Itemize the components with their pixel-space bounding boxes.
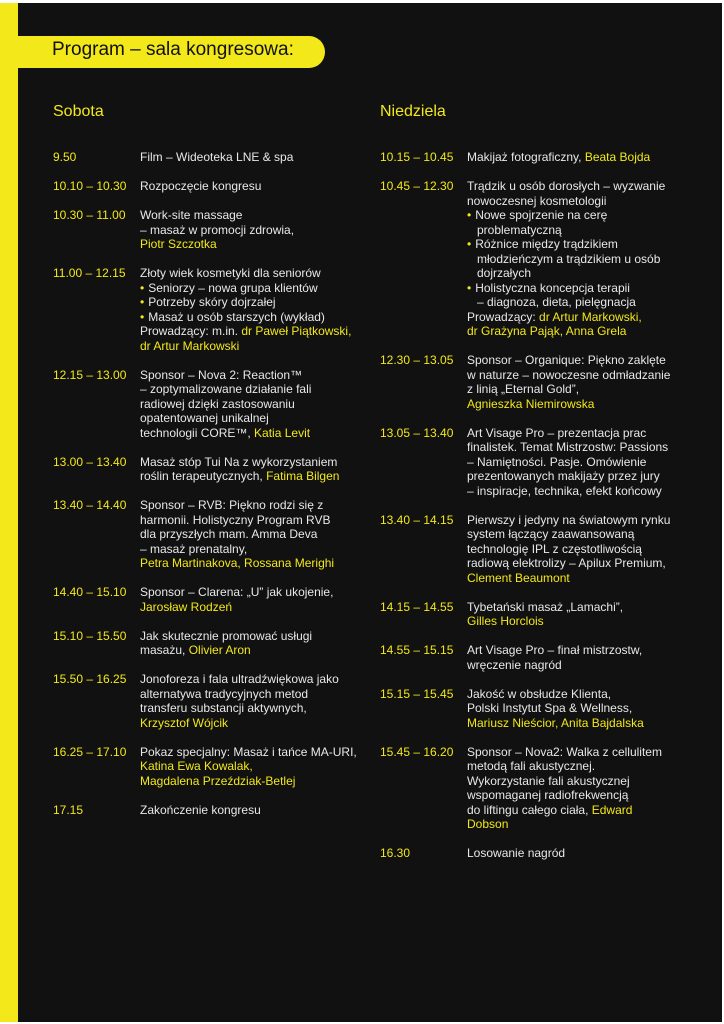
sunday-schedule <box>380 150 690 875</box>
entry-line: Trądzik u osób dorosłych – wyzwanie <box>467 179 666 193</box>
entry-time: 13.40 – 14.40 <box>53 498 127 512</box>
schedule-entry <box>380 353 690 411</box>
entry-time: 17.15 <box>53 802 84 817</box>
entry-line: masażu, Olivier Aron <box>140 643 251 657</box>
page-top-edge <box>0 0 724 3</box>
entry-description <box>467 846 690 861</box>
entry-line: harmonii. Holistyczny Program RVB <box>140 512 331 527</box>
entry-line: Sponsor – Nova2: Walka z cellulitem <box>467 744 662 759</box>
entry-line: Losowanie nagród <box>467 846 566 860</box>
entry-time: 16.30 <box>380 846 411 860</box>
entry-time: 12.15 – 13.00 <box>53 367 127 382</box>
entry-time: 13.05 – 13.40 <box>380 425 454 440</box>
entry-description <box>140 585 353 614</box>
entry-line: do liftingu całego ciała, Edward <box>467 802 633 817</box>
entry-line: dla przyszłych mam. Amma Deva <box>140 527 318 541</box>
entry-line: system łączący zaawansowaną <box>467 527 635 541</box>
schedule-entry <box>53 585 353 614</box>
entry-time: 14.40 – 15.10 <box>53 585 127 599</box>
entry-time: 14.15 – 14.55 <box>380 599 454 614</box>
schedule-entry <box>380 600 690 629</box>
entry-line: Jak skutecznie promować usługi <box>140 628 313 643</box>
entry-time: 15.45 – 16.20 <box>380 744 454 759</box>
entry-line: wręczenie nagród <box>467 657 562 672</box>
entry-description <box>140 455 353 484</box>
entry-line: Film – Wideoteka LNE & spa <box>140 150 294 164</box>
entry-line: z linią „Eternal Gold”, <box>467 382 580 396</box>
entry-line: – masaż prenatalny, <box>140 541 248 556</box>
entry-line: Jakość w obsłudze Klienta, <box>467 686 612 701</box>
entry-description <box>140 150 353 165</box>
entry-description <box>467 150 690 165</box>
entry-line: transferu substancji aktywnych, <box>140 701 307 715</box>
entry-time: 10.10 – 10.30 <box>53 179 127 193</box>
entry-line: – inspiracje, technika, efekt końcowy <box>467 483 662 498</box>
entry-time: 10.45 – 12.30 <box>380 179 454 193</box>
entry-line: Sponsor – Nova 2: Reaction™ <box>140 367 303 382</box>
speaker-name: Beata Bojda <box>584 150 651 164</box>
entry-line: Złoty wiek kosmetyki dla seniorów <box>140 266 321 280</box>
entry-description <box>140 208 353 252</box>
entry-time: 13.00 – 13.40 <box>53 454 127 469</box>
entry-line: finalistek. Temat Mistrzostw: Passions <box>467 440 669 454</box>
entry-time: 11.00 – 12.15 <box>53 266 126 280</box>
entry-time: 16.25 – 17.10 <box>53 744 127 759</box>
schedule-entry <box>53 498 353 571</box>
entry-line: technologię IPL z częstotliwością <box>467 541 642 556</box>
entry-time: 10.15 – 10.45 <box>380 150 454 164</box>
entry-description <box>140 179 353 194</box>
schedule-entry <box>53 629 353 658</box>
entry-line: • Holistyczna koncepcja terapii <box>467 281 690 296</box>
schedule-entry <box>53 744 357 789</box>
entry-line: nowoczesnej kosmetologii <box>467 193 607 208</box>
entry-description <box>467 600 690 629</box>
entry-description <box>467 353 690 411</box>
entry-time: 15.50 – 16.25 <box>53 672 127 686</box>
schedule-entry <box>53 455 353 484</box>
entry-description <box>140 368 353 441</box>
schedule-entry <box>380 150 690 165</box>
entry-line: Polski Instytut Spa & Wellness, <box>467 701 633 715</box>
speaker-name: Katia Levit <box>254 425 311 440</box>
entry-line: Prowadzący: m.in. dr Paweł Piątkowski, <box>140 324 352 338</box>
entry-time: 12.30 – 13.05 <box>380 353 454 367</box>
entry-line: Zakończenie kongresu <box>140 802 261 817</box>
schedule-entry <box>53 672 353 730</box>
entry-time: 13.40 – 14.15 <box>380 512 454 527</box>
entry-line: Makijaż fotograficzny, Beata Bojda <box>467 150 651 164</box>
entry-line: metodą fali akustycznej. <box>467 759 596 773</box>
yellow-side-stripe <box>0 0 18 1024</box>
entry-line: Sponsor – Organique: Piękno zaklęte <box>467 353 666 367</box>
entry-line: dojrzałych <box>477 266 532 280</box>
speaker-name: Jarosław Rodzeń <box>140 599 233 614</box>
entry-description <box>140 629 353 658</box>
speaker-name: Dobson <box>467 817 509 831</box>
speaker-name: Mariusz Nieścior, Anita Bajdalska <box>467 715 644 730</box>
entry-line: – diagnoza, dieta, pielęgnacja <box>477 295 636 309</box>
entry-time: 15.10 – 15.50 <box>53 628 127 643</box>
schedule-entry <box>380 846 690 861</box>
entry-line: • Potrzeby skóry dojrzałej <box>140 295 353 310</box>
entry-description <box>140 266 353 353</box>
entry-line: Sponsor – Clarena: „U” jak ukojenie, <box>140 585 334 599</box>
entry-line: Jonoforeza i fala ultradźwiękowa jako <box>140 672 339 686</box>
entry-line: • Nowe spojrzenie na cerę <box>467 208 690 223</box>
entry-line: technologii CORE™, Katia Levit <box>140 425 311 440</box>
entry-line: opatentowanej unikalnej <box>140 411 269 425</box>
schedule-entry <box>53 266 353 353</box>
schedule-entry <box>53 150 353 165</box>
entry-line: – masaż w promocji zdrowia, <box>140 222 295 237</box>
entry-line: – Namiętności. Pasje. Omówienie <box>467 454 647 469</box>
entry-line: alternatywa tradycyjnych metod <box>140 686 309 701</box>
entry-description <box>467 179 690 339</box>
schedule-entry <box>53 368 353 441</box>
entry-description <box>140 672 353 730</box>
entry-description <box>467 745 690 832</box>
speaker-name: Krzysztof Wójcik <box>140 715 229 730</box>
entry-line: Work-site massage <box>140 208 243 222</box>
entry-line: • Różnice między trądzikiem <box>467 237 690 252</box>
speaker-name: Gilles Horclois <box>467 614 544 628</box>
schedule-entry <box>53 179 353 194</box>
speaker-name: Edward <box>591 802 633 817</box>
title-banner <box>18 36 325 68</box>
saturday-schedule <box>53 150 357 832</box>
speaker-name: dr Artur Markowski <box>140 338 240 353</box>
entry-description <box>140 744 357 789</box>
entry-line: radiową elektrolizy – Apilux Premium, <box>467 556 666 570</box>
schedule-entry <box>380 426 690 499</box>
entry-line: • Seniorzy – nowa grupa klientów <box>140 281 353 296</box>
entry-time: 9.50 <box>53 150 77 164</box>
entry-line: Art Visage Pro – finał mistrzostw, <box>467 643 643 657</box>
schedule-entry <box>53 803 353 818</box>
speaker-name: dr Paweł Piątkowski, <box>241 324 352 338</box>
speaker-name: dr Grażyna Pająk, Anna Grela <box>467 324 627 338</box>
entry-line: prezentowanych makijaży przez jury <box>467 469 660 483</box>
day-heading-saturday: Sobota <box>53 103 104 120</box>
entry-line: Tybetański masaż „Lamachi”, <box>467 599 624 614</box>
entry-description <box>467 687 690 731</box>
entry-line: Rozpoczęcie kongresu <box>140 179 262 193</box>
entry-line: problematyczną <box>477 222 562 237</box>
entry-line: • Masaż u osób starszych (wykład) <box>140 310 353 325</box>
entry-line: roślin terapeutycznych, Fatima Bilgen <box>140 469 340 483</box>
speaker-name: Olivier Aron <box>188 643 251 657</box>
schedule-entry <box>380 513 690 586</box>
entry-line: Masaż stóp Tui Na z wykorzystaniem <box>140 454 338 469</box>
speaker-name: Katina Ewa Kowalak, <box>140 759 253 773</box>
entry-line: – zoptymalizowane działanie fali <box>140 382 312 396</box>
schedule-entry <box>380 745 690 832</box>
speaker-name: Magdalena Przeździak-Betlej <box>140 773 296 788</box>
speaker-name: Piotr Szczotka <box>140 237 217 251</box>
entry-line: Prowadzący: dr Artur Markowski, <box>467 309 642 324</box>
day-heading-sunday: Niedziela <box>380 103 446 120</box>
schedule-entry <box>53 208 353 252</box>
entry-time: 14.55 – 15.15 <box>380 643 454 657</box>
speaker-name: Fatima Bilgen <box>266 469 340 483</box>
speaker-name: dr Artur Markowski, <box>539 309 642 324</box>
page-title: Program – sala kongresowa: <box>52 39 294 60</box>
speaker-name: Petra Martinakova, Rossana Merighi <box>140 556 335 570</box>
entry-description <box>467 513 690 586</box>
entry-description <box>140 803 353 818</box>
entry-line: Sponsor – RVB: Piękno rodzi się z <box>140 498 324 512</box>
entry-line: wspomaganej radiofrekwencją <box>467 788 629 802</box>
speaker-name: Clement Beaumont <box>467 570 570 585</box>
entry-line: Wykorzystanie fali akustycznej <box>467 773 630 788</box>
entry-time: 10.30 – 11.00 <box>53 208 126 222</box>
entry-time: 15.15 – 15.45 <box>380 686 454 701</box>
schedule-entry <box>380 179 690 339</box>
schedule-entry <box>380 643 690 672</box>
schedule-entry <box>380 687 690 731</box>
entry-line: młodzieńczym a trądzikiem u osób <box>477 251 661 266</box>
entry-line: Art Visage Pro – prezentacja prac <box>467 425 647 440</box>
entry-line: radiowej dzięki zastosowaniu <box>140 396 295 411</box>
entry-line: Pokaz specjalny: Masaż i tańce MA-URI, <box>140 744 357 759</box>
entry-line: w naturze – nowoczesne odmładzanie <box>467 367 671 382</box>
entry-description <box>467 426 690 499</box>
entry-description <box>467 643 690 672</box>
entry-description <box>140 498 353 571</box>
entry-line: Pierwszy i jedyny na światowym rynku <box>467 512 671 527</box>
speaker-name: Agnieszka Niemirowska <box>467 396 595 411</box>
